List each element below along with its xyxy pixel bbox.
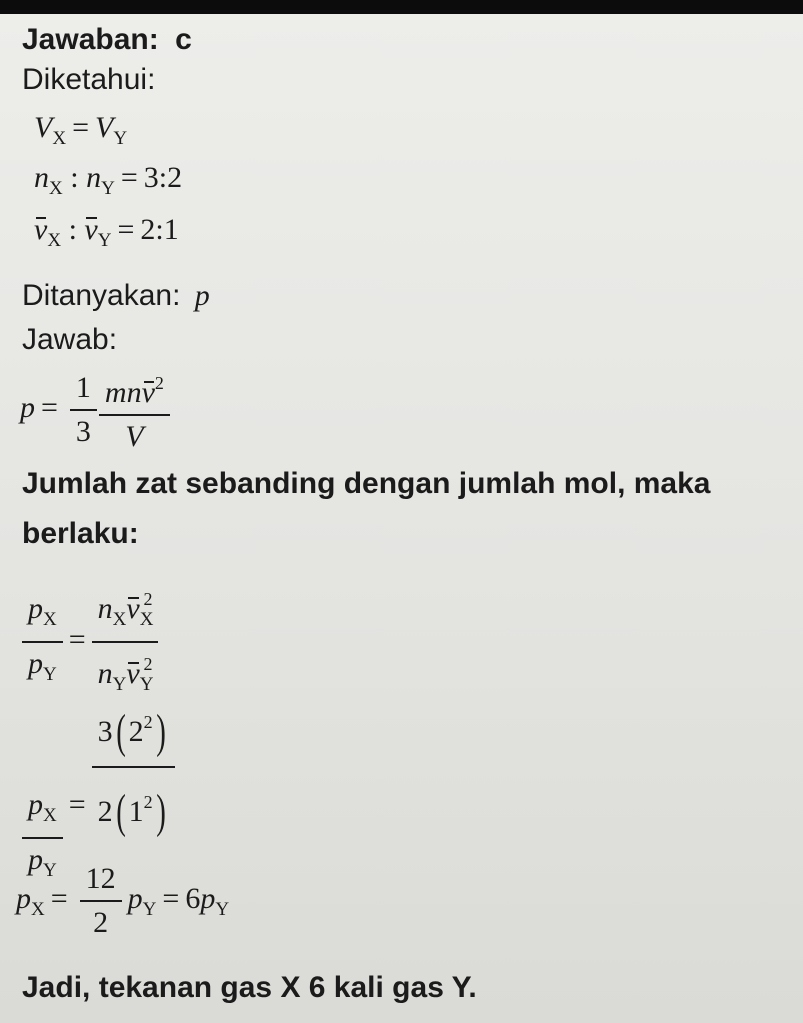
pressure-formula: p = $\frac{1}{3}$ $\frac{mnv^2}{V}$ bbox=[20, 366, 176, 454]
ratio-n-value: 3:2 bbox=[143, 161, 183, 194]
asked-symbol: p bbox=[194, 279, 210, 312]
top-dark-border bbox=[0, 0, 803, 14]
given-equation-velocity: $v_X$ : $v_Y$ = 2:1 bbox=[34, 213, 179, 251]
px-over-py-fraction: $\frac{p_X}{p_Y}$ bbox=[22, 592, 63, 692]
substitution-fraction: $\frac{3( 2^2)}{2( 1^2)}$ bbox=[92, 692, 175, 842]
given-eq1-render: $V_X = V_Y$ bbox=[34, 111, 128, 149]
statement-line-1: Jumlah zat sebanding dengan jumlah mol, maka bbox=[22, 467, 711, 500]
conclusion: Jadi, tekanan gas X 6 kali gas Y. bbox=[22, 971, 477, 1004]
px-over-py-fraction-2: $\frac{p_X}{p_Y}$ bbox=[22, 788, 63, 888]
twelve-halves-fraction: $\frac{12}{2}$ bbox=[80, 862, 122, 940]
answer-value: c bbox=[175, 23, 192, 56]
nv2-ratio-fraction: $\frac{n_Xv_X^2}{n_Yv_Y^2}$ bbox=[92, 582, 159, 702]
substitution-equation: $\frac{p_X}{p_Y}$ = $\frac{3( 2^2)}{2( 1^2)}$ bbox=[16, 692, 181, 888]
mnv2-over-v-fraction: $\frac{mnv^2}{V}$ bbox=[99, 366, 170, 454]
one-third-fraction: $\frac{1}{3}$ bbox=[70, 371, 97, 449]
result-equation: $p_X$ = $\frac{12}{2}$ $p_Y = 6p_Y$ bbox=[16, 862, 230, 939]
asked-label: Ditanyakan: bbox=[22, 279, 181, 312]
asked-line bbox=[22, 278, 210, 314]
ratio-v-value: 2:1 bbox=[140, 213, 179, 246]
pressure-ratio-formula: $\frac{p_X}{p_Y}$ = $\frac{n_Xv_X^2}{n_Yv_Y^2}$ bbox=[16, 582, 164, 702]
answer-label: Jawaban: bbox=[22, 23, 159, 56]
given-equation-moles: $n_X$ : $n_Y$ = 3:2 bbox=[34, 161, 183, 199]
given-equation-volume bbox=[34, 110, 127, 157]
answer-heading bbox=[22, 22, 192, 58]
statement-line-2: berlaku: bbox=[22, 517, 139, 550]
given-label: Diketahui: bbox=[22, 63, 156, 96]
solution-label: Jawab: bbox=[22, 323, 118, 356]
